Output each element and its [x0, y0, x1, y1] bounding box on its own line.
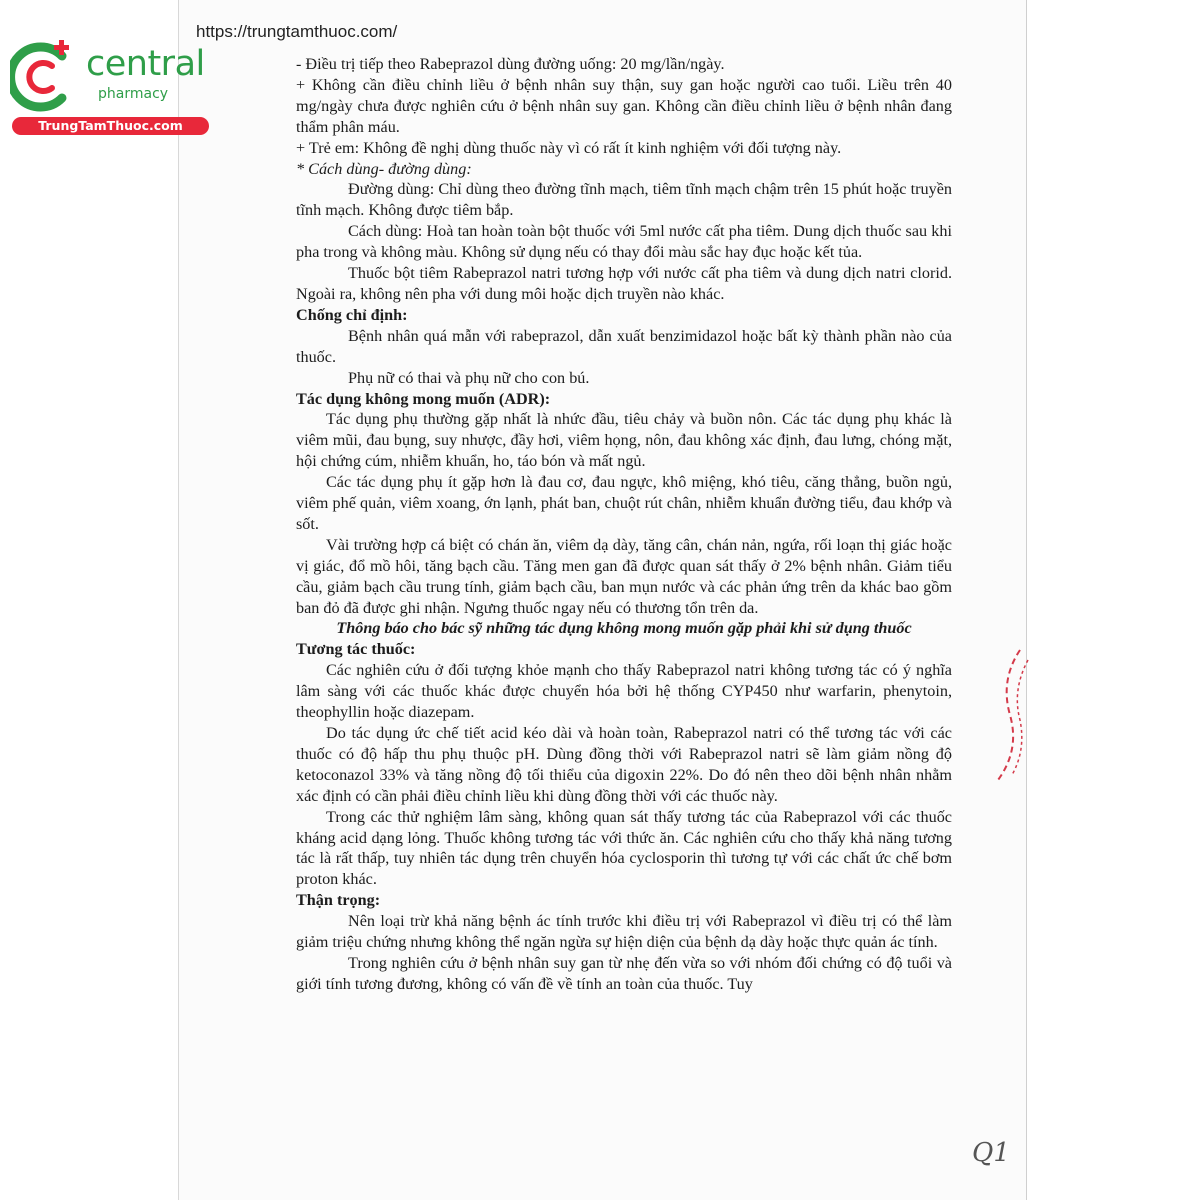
precautions-1: Nên loại trừ khả năng bệnh ác tính trước khi điều trị với Rabeprazol vì điều trị có thể làm giảm triệu chứng nhưng không thể ngăn ngừa sự hiện diện của bệnh dạ dày hoặc thực quản ác tính. — [296, 912, 952, 952]
usage-heading: * Cách dùng- đường dùng: — [296, 159, 472, 178]
adr-rare: Vài trường hợp cá biệt có chán ăn, viêm dạ dày, tăng cân, chán nản, ngứa, rối loạn thị giác hoặc vị giác, đổ mồ hôi, tăng bạch cầu. Tăng men gan đã được quan sát thấy ở 2% bệnh nhân. Giảm tiểu cầu, giảm bạch cầu trung tính, giảm bạch cầu, ban mụn nước và các phản ứng trên da khác bao gồm ban đỏ đã được ghi nhận. Ngưng thuốc ngay nếu có thương tổn trên da. — [296, 535, 952, 617]
interactions-heading: Tương tác thuốc: — [296, 640, 416, 659]
dosage-no-adjust: + Không cần điều chỉnh liều ở bệnh nhân suy thận, suy gan hoặc người cao tuổi. Liều trên 40 mg/ngày chưa được nghiên cứu ở bệnh nhân suy gan. Không cần điều chỉnh liều ở bệnh nhân đang thẩm phân máu. — [296, 75, 952, 136]
usage-compatibility: Thuốc bột tiêm Rabeprazol natri tương hợp với nước cất pha tiêm và dung dịch natri clorid. Ngoài ra, không nên pha với dung môi hoặc dịch truyền nào khác. — [296, 264, 952, 303]
usage-route: Đường dùng: Chỉ dùng theo đường tĩnh mạch, tiêm tĩnh mạch chậm trên 15 phút hoặc truyền tĩnh mạch. Không được tiêm bắp. — [296, 180, 952, 220]
logo-sub: pharmacy — [98, 86, 169, 102]
interactions-2: Do tác dụng ức chế tiết acid kéo dài và hoàn toàn, Rabeprazol natri có thể tương tác với các thuốc có độ hấp thu phụ thuộc pH. Dùng đồng thời với Rabeprazol natri sẽ làm giảm nồng độ ketoconazol 33% và tăng nồng độ tối thiểu của digoxin 22%. Do đó nên theo dõi bệnh nhân nhằm xác định có cần phải điều chỉnh liều khi dùng đồng thời với các thuốc này. — [296, 724, 952, 805]
contraindications-heading: Chống chỉ định: — [296, 305, 408, 324]
document-body — [296, 54, 952, 995]
logo-brand: central — [86, 44, 205, 84]
adr-common: Tác dụng phụ thường gặp nhất là nhức đầu, tiêu chảy và buồn nôn. Các tác dụng phụ khác là viêm mũi, đau bụng, suy nhược, đầy hơi, viêm họng, nôn, đau không xác định, đau lưng, chóng mặt, hội chứng cúm, nhiễm khuẩn, ho, táo bón và mất ngủ. — [296, 410, 952, 471]
interactions-3: Trong các thử nghiệm lâm sàng, không quan sát thấy tương tác của Rabeprazol với các thuốc kháng acid dạng lỏng. Thuốc không tương tác với thức ăn. Các nghiên cứu cho thấy khả năng tương tác là rất thấp, tuy nhiên tác dụng trên chuyển hóa cyclosporin thì tương tự với các chất ức chế bơm proton khác. — [296, 807, 952, 889]
logo-site[interactable]: TrungTamThuoc.com — [12, 117, 209, 135]
precautions-2: Trong nghiên cứu ở bệnh nhân suy gan từ nhẹ đến vừa so với nhóm đối chứng có độ tuổi và giới tính tương đương, không có vấn đề về tính an toàn của thuốc. Tuy — [296, 953, 952, 993]
red-stamp-fragment — [990, 640, 1030, 790]
central-pharmacy-logo — [10, 38, 215, 138]
page-mark: Q1 — [972, 1138, 1010, 1168]
adr-notice: Thông báo cho bác sỹ những tác dụng không mong muốn gặp phải khi sử dụng thuốc — [336, 619, 912, 638]
usage-method: Cách dùng: Hoà tan hoàn toàn bột thuốc với 5ml nước cất pha tiêm. Dung dịch thuốc sau khi pha trong và không màu. Không sử dụng nếu có thay đổi màu sắc hay đục hoặc kết tủa. — [296, 222, 952, 262]
precautions-heading: Thận trọng: — [296, 891, 381, 910]
source-url[interactable]: https://trungtamthuoc.com/ — [196, 22, 398, 41]
interactions-1: Các nghiên cứu ở đối tượng khỏe mạnh cho thấy Rabeprazol natri không tương tác có ý nghĩa lâm sàng với các thuốc khác được chuyển hóa bởi hệ thống CYP450 như warfarin, phenytoin, theophyllin hoặc diazepam. — [296, 661, 952, 722]
contraindication-2: Phụ nữ có thai và phụ nữ cho con bú. — [348, 368, 590, 387]
adr-uncommon: Các tác dụng phụ ít gặp hơn là đau cơ, đau ngực, khô miệng, khó tiêu, căng thẳng, buồn ngủ, viêm phế quản, viêm xoang, ớn lạnh, phát ban, chuột rút chân, nhiễm khuẩn đường tiểu, đau khớp và sốt. — [296, 473, 952, 533]
adr-heading: Tác dụng không mong muốn (ADR): — [296, 389, 551, 408]
dosage-oral: - Điều trị tiếp theo Rabeprazol dùng đường uống: 20 mg/lần/ngày. — [296, 55, 725, 73]
dosage-children: + Trẻ em: Không đề nghị dùng thuốc này vì có rất ít kinh nghiệm với đối tượng này. — [296, 138, 842, 157]
logo-c-icon — [10, 38, 80, 114]
contraindication-1: Bệnh nhân quá mẫn với rabeprazol, dẫn xuất benzimidazol hoặc bất kỳ thành phần nào của thuốc. — [296, 326, 952, 366]
